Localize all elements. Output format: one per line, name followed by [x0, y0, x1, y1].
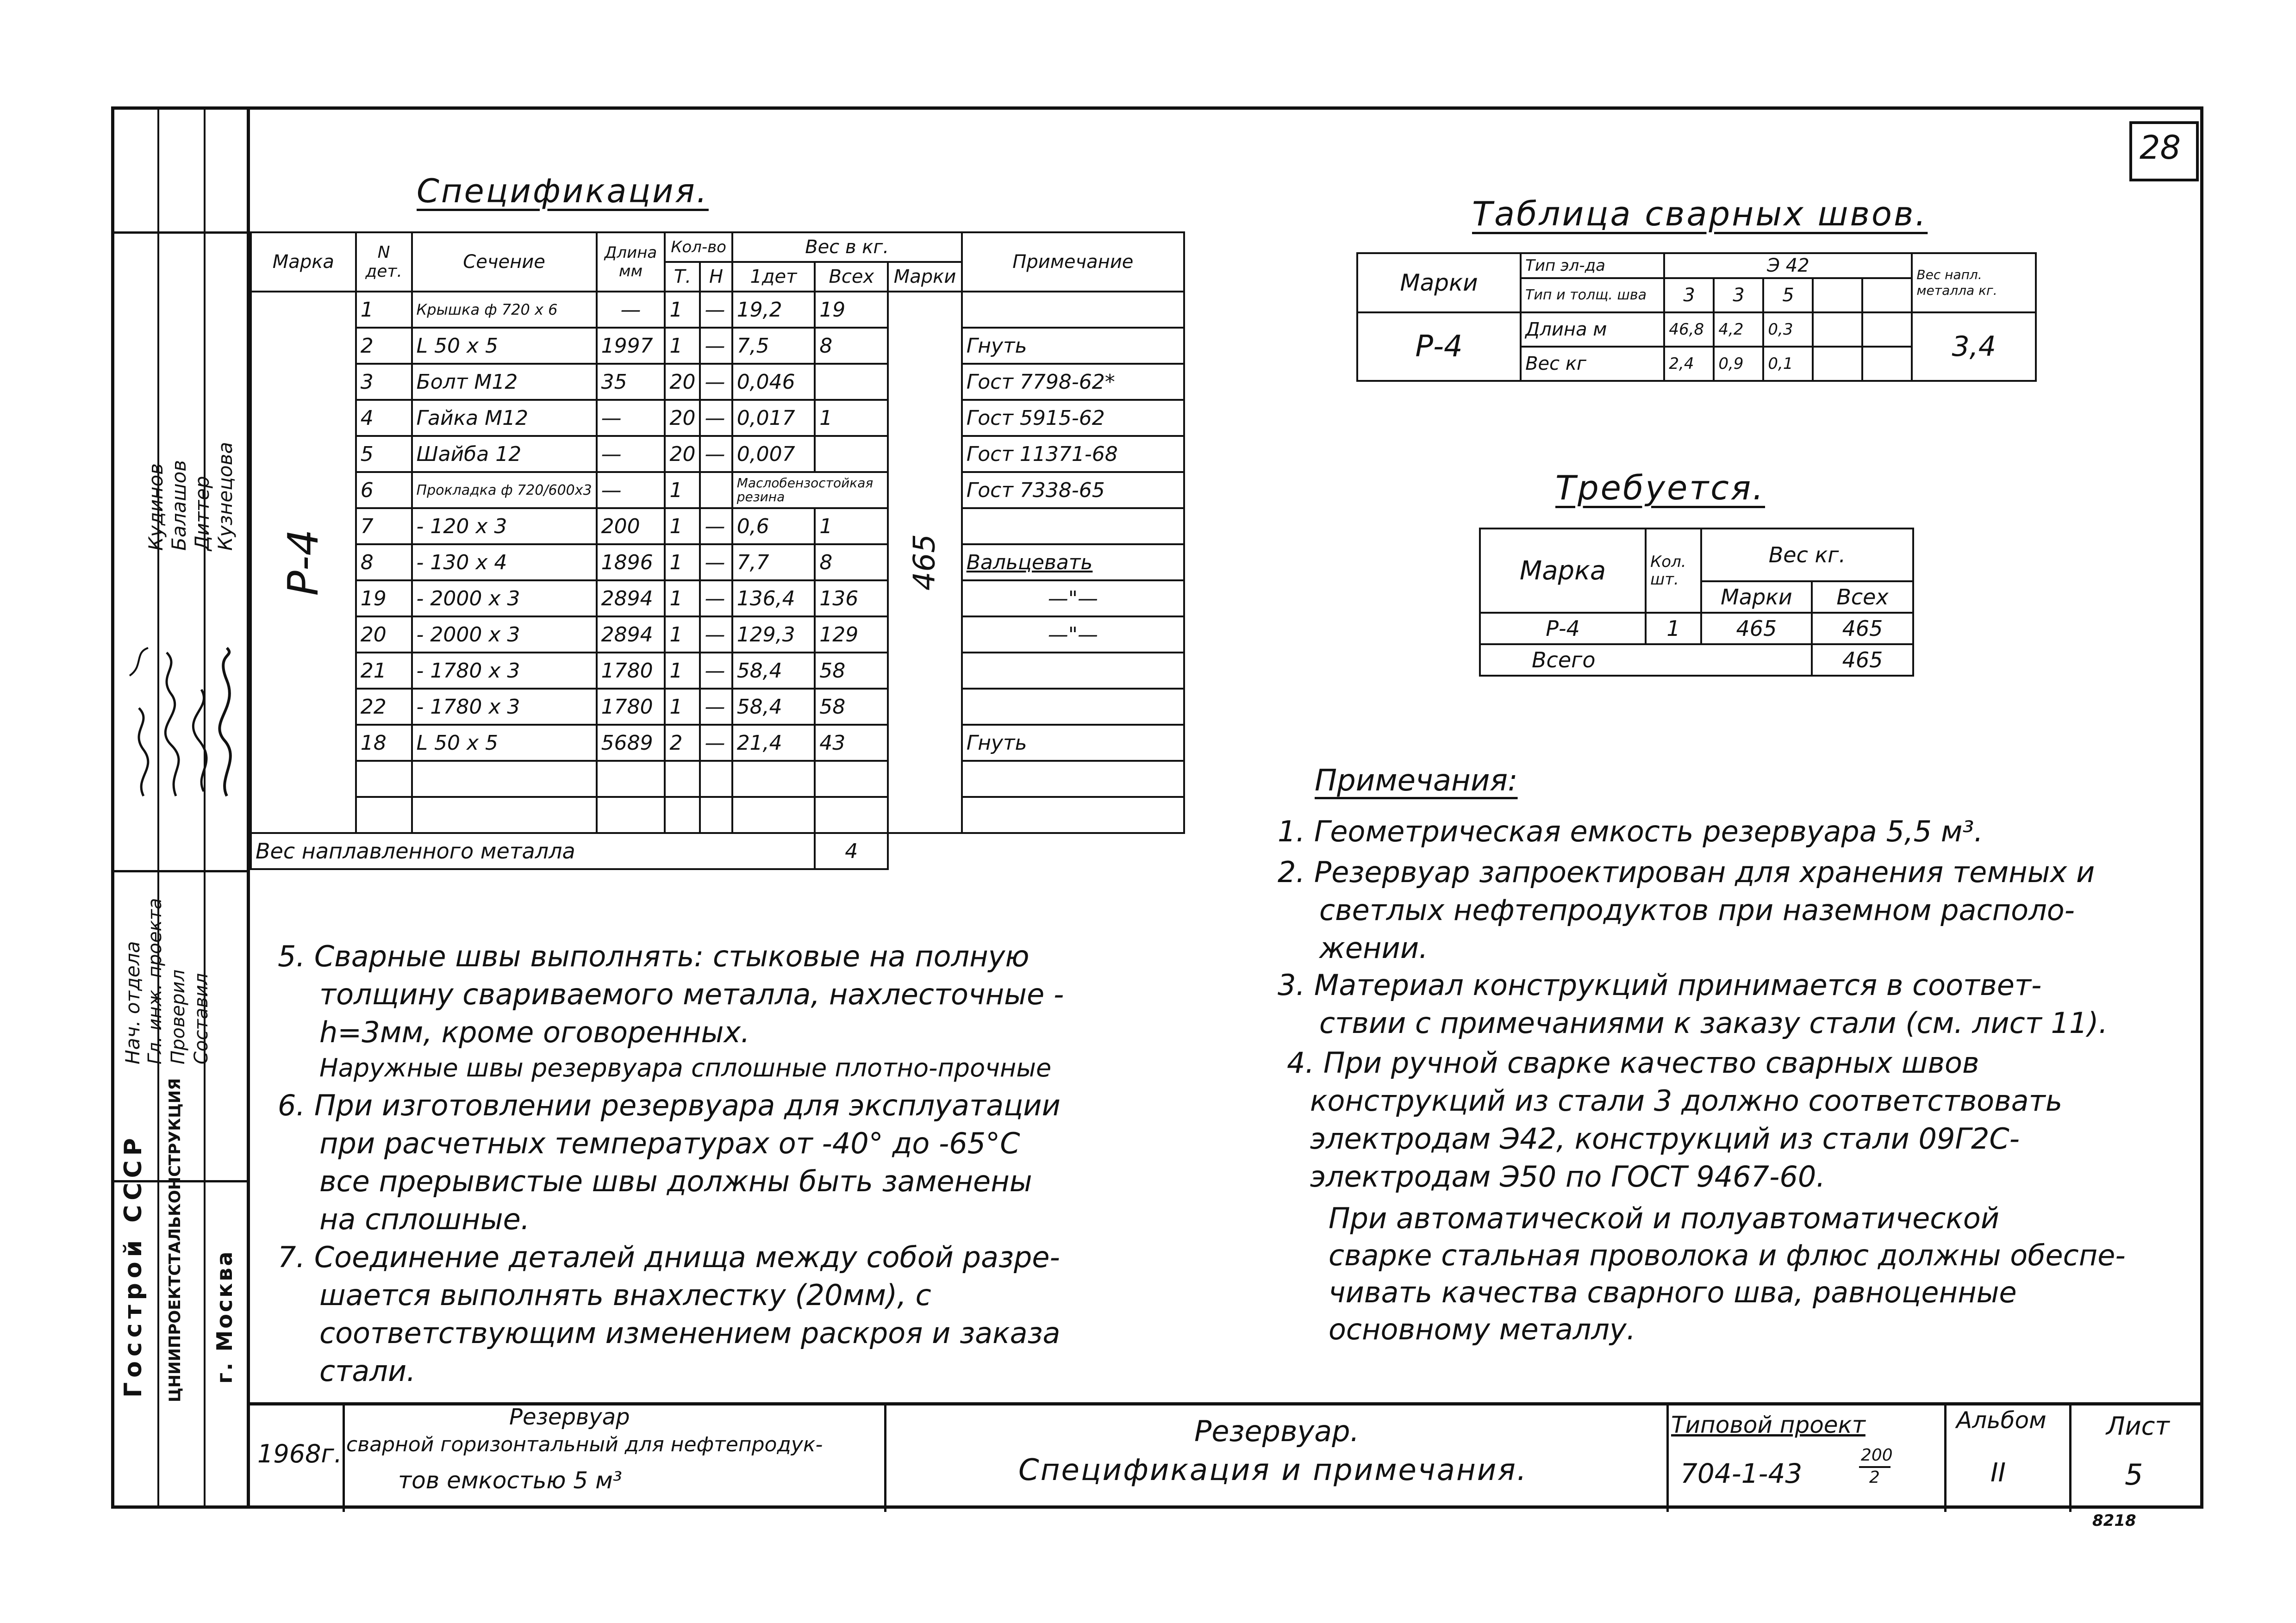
welds-wt-val: 2,4 — [1664, 347, 1714, 381]
note-line: чивать качества сварного шва, равноценные — [1329, 1275, 2017, 1309]
spec-cell-wall: 43 — [815, 725, 888, 761]
spec-cell-t: 1 — [665, 292, 700, 328]
req-marka: Р-4 — [1480, 613, 1646, 644]
spec-cell-w1: 129,3 — [732, 616, 815, 653]
welds-wt-val: 0,1 — [1763, 347, 1813, 381]
spec-cell-note: Гост 5915-62 — [962, 400, 1184, 436]
welds-h-marki: Марки — [1357, 253, 1521, 312]
spec-cell-len: — — [597, 400, 665, 436]
spec-cell-h: — — [700, 328, 732, 364]
spec-cell-wall: 136 — [815, 580, 888, 616]
spec-footer-label: Вес наплавленного металла — [251, 833, 815, 869]
spec-cell-n: 19 — [356, 580, 412, 616]
spec-header-marki: Марки — [888, 262, 961, 292]
spec-title: Спецификация. — [417, 172, 709, 210]
sidebar-role: Нач. отдела — [121, 941, 144, 1064]
spec-header-ves: Вес в кг. — [732, 232, 962, 262]
welds-len-val: 4,2 — [1714, 312, 1763, 347]
spec-cell-h: — — [700, 364, 732, 400]
spec-header-marka: Марка — [251, 232, 356, 292]
welds-h-tip-shva: Тип и толщ. шва — [1521, 278, 1664, 312]
spec-cell-wall: 19 — [815, 292, 888, 328]
spec-footer-value: 4 — [815, 833, 888, 869]
req-h-vseh: Всех — [1812, 581, 1913, 613]
note-line: электродам Э50 по ГОСТ 9467-60. — [1310, 1160, 1826, 1194]
note-line: жении. — [1319, 931, 1428, 965]
spec-header-odet: 1дет — [732, 262, 815, 292]
note-line: сварке стальная проволока и флюс должны обеспе- — [1329, 1238, 2126, 1272]
req-total: 465 — [1812, 644, 1913, 676]
spec-cell-len: 35 — [597, 364, 665, 400]
stamp-bottom-code: 8218 — [2092, 1511, 2136, 1530]
note-line: при расчетных температурах от -40° до -65°С — [319, 1126, 1020, 1160]
note-line: 6. При изготовлении резервуара для эксплуатации — [278, 1088, 1061, 1122]
stamp-title-line1: Резервуар. — [1194, 1414, 1360, 1448]
welds-seam-size: 3 — [1714, 278, 1763, 312]
spec-cell-note: Вальцевать — [962, 544, 1184, 580]
sidebar-role: Составил — [191, 973, 212, 1064]
table-row — [251, 580, 1184, 616]
spec-cell-sech: Крышка ф 720 х 6 — [412, 292, 597, 328]
stamp-divider — [1666, 1405, 1669, 1512]
spec-cell-sech: - 2000 х 3 — [412, 580, 597, 616]
note-line: все прерывистые швы должны быть заменены — [319, 1164, 1032, 1198]
stamp-object-line2: сварной горизонтальный для нефтепродук- — [346, 1433, 823, 1456]
stamp-project-number: 704-1-43 — [1680, 1458, 1803, 1489]
table-row — [251, 508, 1184, 544]
spec-cell-wall: 58 — [815, 653, 888, 689]
spec-cell-len: — — [597, 472, 665, 508]
stamp-object-line3: тов емкостью 5 м³ — [398, 1467, 622, 1494]
req-table — [1479, 528, 1914, 677]
table-row — [251, 364, 1184, 400]
spec-cell-wall: 1 — [815, 400, 888, 436]
table-row — [251, 292, 1184, 328]
spec-cell-wall: 1 — [815, 508, 888, 544]
welds-marka: Р-4 — [1357, 312, 1521, 381]
table-row-empty — [251, 761, 1184, 797]
welds-el-type: Э 42 — [1664, 253, 1912, 278]
spec-cell-w1: 0,046 — [732, 364, 815, 400]
note-line: При автоматической и полуавтоматической — [1329, 1201, 2000, 1235]
spec-cell-sech: L 50 х 5 — [412, 328, 597, 364]
spec-cell-h: — — [700, 400, 732, 436]
table-row — [251, 472, 1184, 508]
req-h-ves: Вес кг. — [1701, 529, 1913, 581]
stamp-year: 1968г. — [257, 1439, 342, 1468]
spec-cell-wall: 8 — [815, 544, 888, 580]
spec-header-primechanie: Примечание — [962, 232, 1184, 292]
signatures-drawing — [116, 639, 250, 805]
table-row — [251, 544, 1184, 580]
spec-header-vseh: Всех — [815, 262, 888, 292]
spec-cell-sech: Гайка М12 — [412, 400, 597, 436]
spec-cell-w1: 21,4 — [732, 725, 815, 761]
sidebar-name: Диттер — [191, 476, 213, 551]
spec-cell-w1: 19,2 — [732, 292, 815, 328]
spec-cell-note — [962, 292, 1184, 328]
spec-cell-len: — — [597, 436, 665, 472]
stamp-divider — [1944, 1405, 1947, 1512]
welds-row-len-label: Длина м — [1521, 312, 1664, 347]
welds-seam-size: 5 — [1763, 278, 1813, 312]
note-line: стали. — [319, 1354, 416, 1388]
req-h-kol: Кол. шт. — [1646, 529, 1701, 613]
table-footer-row — [251, 833, 1184, 869]
sidebar-role: Гл. инж. проекта — [144, 898, 166, 1064]
spec-cell-h: — — [700, 436, 732, 472]
spec-cell-t: 1 — [665, 508, 700, 544]
note-line: 4. При ручной сварке качество сварных швов — [1287, 1046, 1979, 1080]
sidebar-org-gosstroy: Госстрой СССР — [119, 1133, 147, 1398]
welds-h-ves-napl: Вес напл. металла кг. — [1912, 253, 2036, 312]
spec-marka-cell — [251, 292, 356, 833]
stamp-album-label: Альбом — [1956, 1407, 2046, 1434]
spec-cell-n: 1 — [356, 292, 412, 328]
spec-cell-len: 5689 — [597, 725, 665, 761]
spec-cell-h — [700, 472, 732, 508]
spec-cell-h: — — [700, 544, 732, 580]
note-line: соответствующим изменением раскроя и заказа — [319, 1316, 1061, 1350]
stamp-project-frac-top: 200 — [1861, 1446, 1893, 1465]
req-kol: 1 — [1646, 613, 1701, 644]
spec-cell-w1: 136,4 — [732, 580, 815, 616]
sidebar-name: Кузнецова — [214, 442, 237, 551]
req-total-label: Всего — [1480, 644, 1812, 676]
sidebar-column-line — [157, 1180, 159, 1509]
welds-wt-val: 0,9 — [1714, 347, 1763, 381]
welds-total: 3,4 — [1912, 312, 2036, 381]
spec-cell-note — [962, 653, 1184, 689]
notes-title: Примечания: — [1315, 764, 1518, 798]
spec-cell-h: — — [700, 292, 732, 328]
table-row — [251, 653, 1184, 689]
spec-cell-material: Маслобензостойкая резина — [732, 472, 888, 508]
spec-marka-weight-cell — [888, 292, 961, 833]
spec-cell-len: 2894 — [597, 616, 665, 653]
spec-cell-sech: - 130 х 4 — [412, 544, 597, 580]
spec-cell-note: Гнуть — [962, 328, 1184, 364]
table-row — [251, 400, 1184, 436]
spec-cell-t: 1 — [665, 472, 700, 508]
note-line: 1. Геометрическая емкость резервуара 5,5 м³. — [1278, 815, 1984, 848]
sidebar-divider — [111, 231, 250, 234]
sidebar-org-institute: ЦНИИПРОЕКТСТАЛЬКОНСТРУКЦИЯ — [166, 1078, 184, 1402]
spec-marka-value: Р-4 — [279, 529, 328, 596]
spec-header-t: Т. — [665, 262, 700, 292]
corner-sheet-number: 28 — [2140, 129, 2181, 167]
spec-cell-t: 20 — [665, 364, 700, 400]
spec-cell-n: 4 — [356, 400, 412, 436]
note-line: светлых нефтепродуктов при наземном располо- — [1319, 893, 2075, 927]
spec-cell-len: 1997 — [597, 328, 665, 364]
sidebar-role: Проверил — [168, 969, 189, 1064]
spec-cell-len: 1896 — [597, 544, 665, 580]
spec-cell-w1: 0,007 — [732, 436, 815, 472]
spec-cell-w1: 0,017 — [732, 400, 815, 436]
spec-header-sechenie: Сечение — [412, 232, 597, 292]
stamp-divider — [343, 1405, 345, 1512]
welds-table — [1356, 252, 2037, 382]
spec-header-kolvo: Кол-во — [665, 232, 732, 262]
note-line: 5. Сварные швы выполнять: стыковые на полную — [278, 939, 1029, 973]
req-w-marki: 465 — [1701, 613, 1812, 644]
spec-marka-weight: 465 — [908, 534, 942, 591]
spec-cell-note: Гост 11371-68 — [962, 436, 1184, 472]
spec-cell-sech: Шайба 12 — [412, 436, 597, 472]
note-line: электродам Э42, конструкций из стали 09Г2С- — [1310, 1122, 2020, 1156]
spec-cell-h: — — [700, 580, 732, 616]
stamp-sheet-label: Лист — [2106, 1412, 2170, 1441]
note-line: 7. Соединение деталей днища между собой разре- — [278, 1240, 1060, 1274]
spec-cell-wall: 8 — [815, 328, 888, 364]
table-row-empty — [251, 797, 1184, 833]
sidebar-org-city: г. Москва — [212, 1250, 237, 1384]
spec-cell-t: 2 — [665, 725, 700, 761]
spec-cell-n: 2 — [356, 328, 412, 364]
welds-h-tip-el: Тип эл-да — [1521, 253, 1664, 278]
spec-cell-w1: 58,4 — [732, 653, 815, 689]
spec-header-n: Н — [700, 262, 732, 292]
spec-cell-w1: 7,5 — [732, 328, 815, 364]
spec-cell-w1: 0,6 — [732, 508, 815, 544]
spec-cell-wall: 58 — [815, 689, 888, 725]
spec-cell-sech: L 50 х 5 — [412, 725, 597, 761]
welds-seam-size: 3 — [1664, 278, 1714, 312]
req-w-vseh: 465 — [1812, 613, 1913, 644]
welds-len-val: 46,8 — [1664, 312, 1714, 347]
welds-row-wt-label: Вес кг — [1521, 347, 1664, 381]
spec-cell-h: — — [700, 653, 732, 689]
spec-cell-n: 6 — [356, 472, 412, 508]
stamp-divider — [884, 1405, 886, 1512]
spec-cell-sech: Прокладка ф 720/600х3 — [412, 472, 597, 508]
spec-cell-w1: 58,4 — [732, 689, 815, 725]
spec-cell-sech: - 1780 х 3 — [412, 653, 597, 689]
spec-cell-n: 22 — [356, 689, 412, 725]
spec-cell-n: 3 — [356, 364, 412, 400]
spec-cell-n: 18 — [356, 725, 412, 761]
sidebar-name: Кудинов — [144, 463, 167, 551]
spec-cell-len: 2894 — [597, 580, 665, 616]
spec-cell-t: 20 — [665, 400, 700, 436]
spec-cell-h: — — [700, 689, 732, 725]
spec-cell-len: 1780 — [597, 689, 665, 725]
spec-cell-n: 5 — [356, 436, 412, 472]
welds-title: Таблица сварных швов. — [1472, 194, 1928, 233]
spec-cell-t: 1 — [665, 328, 700, 364]
note-line: ствии с примечаниями к заказу стали (см. лист 11). — [1319, 1006, 2108, 1040]
spec-cell-n: 21 — [356, 653, 412, 689]
spec-cell-n: 8 — [356, 544, 412, 580]
spec-cell-len: — — [597, 292, 665, 328]
spec-cell-note — [962, 508, 1184, 544]
spec-cell-n: 7 — [356, 508, 412, 544]
spec-cell-sech: - 1780 х 3 — [412, 689, 597, 725]
req-h-marki: Марки — [1701, 581, 1812, 613]
stamp-divider — [2069, 1405, 2071, 1512]
spec-cell-t: 1 — [665, 544, 700, 580]
spec-cell-h: — — [700, 725, 732, 761]
table-row — [251, 616, 1184, 653]
spec-cell-len: 1780 — [597, 653, 665, 689]
spec-cell-sech: Болт М12 — [412, 364, 597, 400]
spec-cell-n: 20 — [356, 616, 412, 653]
table-row — [251, 328, 1184, 364]
table-row — [251, 689, 1184, 725]
stamp-title-line2: Спецификация и примечания. — [1018, 1453, 1528, 1487]
spec-cell-note: Гост 7798-62* — [962, 364, 1184, 400]
note-line: на сплошные. — [319, 1202, 530, 1236]
note-line: шается выполнять внахлестку (20мм), с — [319, 1278, 931, 1312]
spec-table — [250, 231, 1185, 870]
spec-cell-t: 1 — [665, 580, 700, 616]
sidebar-divider — [111, 870, 250, 872]
spec-cell-t: 1 — [665, 653, 700, 689]
spec-cell-wall: 129 — [815, 616, 888, 653]
table-row — [251, 725, 1184, 761]
note-line: основному металлу. — [1329, 1312, 1636, 1346]
spec-cell-note — [962, 689, 1184, 725]
spec-cell-h: — — [700, 508, 732, 544]
spec-cell-t: 20 — [665, 436, 700, 472]
note-line: конструкций из стали 3 должно соответствовать — [1310, 1084, 2063, 1118]
spec-cell-note: Гнуть — [962, 725, 1184, 761]
note-line: 2. Резервуар запроектирован для хранения темных и — [1278, 855, 2095, 889]
spec-cell-h: — — [700, 616, 732, 653]
note-line: h=3мм, кроме оговоренных. — [319, 1015, 750, 1049]
note-line: 3. Материал конструкций принимается в соответ- — [1278, 968, 2042, 1002]
stamp-project-label: Типовой проект — [1671, 1412, 1866, 1438]
spec-cell-note: Гост 7338-65 — [962, 472, 1184, 508]
req-title: Требуется. — [1555, 468, 1766, 507]
stamp-album-value: II — [1990, 1458, 2006, 1488]
req-h-marka: Марка — [1480, 529, 1646, 613]
spec-cell-len: 200 — [597, 508, 665, 544]
spec-header-ndet: N дет. — [356, 232, 412, 292]
welds-len-val: 0,3 — [1763, 312, 1813, 347]
stamp-object-line1: Резервуар — [509, 1404, 630, 1430]
note-line: Наружные швы резервуара сплошные плотно-прочные — [319, 1053, 1052, 1082]
sidebar-column-line — [204, 1180, 206, 1509]
spec-header-dlina: Длина мм — [597, 232, 665, 292]
spec-cell-wall — [815, 436, 888, 472]
spec-cell-note: —"— — [962, 580, 1184, 616]
spec-cell-t: 1 — [665, 689, 700, 725]
spec-cell-note: —"— — [962, 616, 1184, 653]
stamp-project-frac-bot: 2 — [1869, 1468, 1880, 1487]
spec-cell-wall — [815, 364, 888, 400]
sidebar-name: Балашов — [168, 460, 190, 551]
table-row — [251, 436, 1184, 472]
stamp-sheet-value: 5 — [2125, 1458, 2143, 1492]
spec-cell-sech: - 2000 х 3 — [412, 616, 597, 653]
spec-cell-sech: - 120 х 3 — [412, 508, 597, 544]
note-line: толщину свариваемого металла, нахлесточные - — [319, 977, 1064, 1011]
spec-cell-w1: 7,7 — [732, 544, 815, 580]
spec-cell-t: 1 — [665, 616, 700, 653]
